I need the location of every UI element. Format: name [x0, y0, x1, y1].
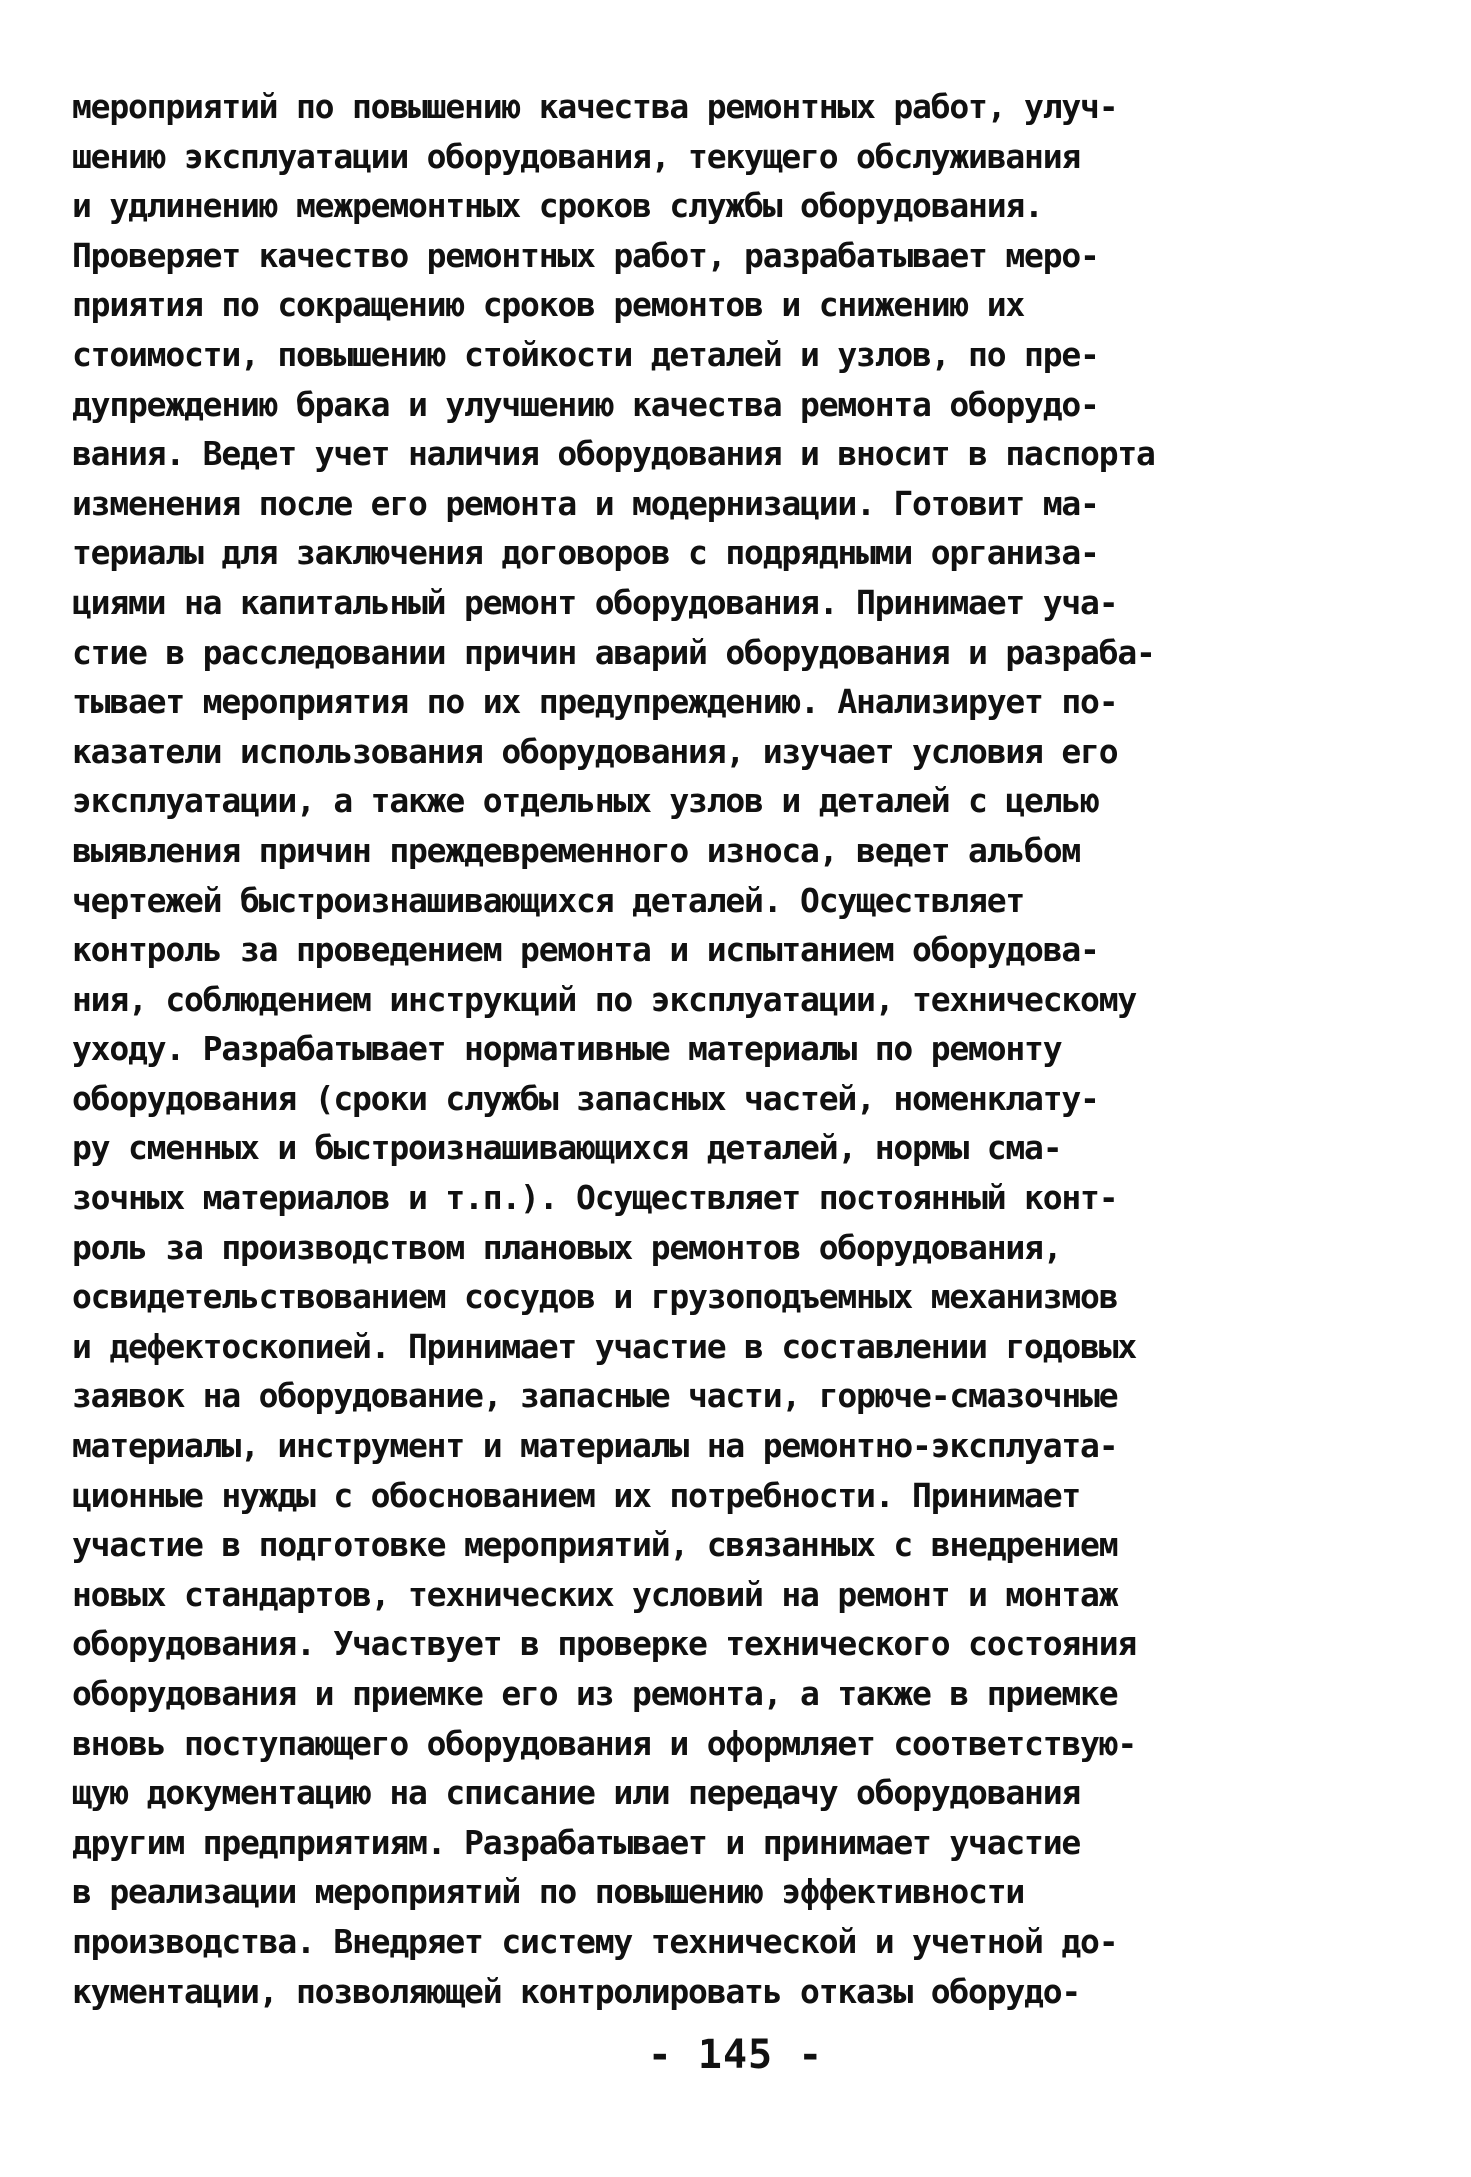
text-line: оборудования и приемке его из ремонта, а также в приемке: [72, 1674, 1118, 1713]
text-line: роль за производством плановых ремонтов оборудования,: [72, 1227, 1062, 1267]
text-line: вания. Ведет учет наличия оборудования и вносит в паспорта: [72, 434, 1155, 474]
text-line: приятия по сокращению сроков ремонтов и снижению их: [72, 285, 1025, 325]
text-line: материалы, инструмент и материалы на ремонтно-эксплуата-: [72, 1426, 1118, 1466]
text-line: стие в расследовании причин аварий оборудования и разраба-: [72, 632, 1155, 672]
text-line: эксплуатации, а также отдельных узлов и деталей с целью: [72, 781, 1099, 821]
text-line: ру сменных и быстроизнашивающихся деталей, нормы сма-: [72, 1128, 1062, 1168]
text-line: шению эксплуатации оборудования, текущего обслуживания: [72, 136, 1081, 176]
text-line: оборудования. Участвует в проверке технического состояния: [72, 1624, 1137, 1664]
page-number: - 145 -: [647, 2032, 824, 2078]
text-line: ционные нужды с обоснованием их потребности. Принимает: [72, 1475, 1081, 1515]
text-line: стоимости, повышению стойкости деталей и узлов, по пре-: [72, 334, 1099, 374]
text-line: и дефектоскопией. Принимает участие в составлении годовых: [72, 1326, 1137, 1366]
text-line: оборудования (сроки службы запасных частей, номенклату-: [72, 1078, 1099, 1118]
text-line: тывает мероприятия по их предупреждению. Анализирует по-: [72, 682, 1118, 722]
text-line: зочных материалов и т.п.). Осуществляет постоянный конт-: [72, 1178, 1118, 1218]
text-line: контроль за проведением ремонта и испытанием оборудова-: [72, 930, 1099, 970]
text-line: участие в подготовке мероприятий, связанных с внедрением: [72, 1525, 1118, 1565]
text-line: и удлинению межремонтных сроков службы оборудования.: [72, 186, 1043, 226]
text-line: кументации, позволяющей контролировать отказы оборудо-: [72, 1971, 1081, 2011]
text-line: вновь поступающего оборудования и оформляет соответствую-: [72, 1723, 1137, 1763]
text-line: освидетельствованием сосудов и грузоподъемных механизмов: [72, 1277, 1118, 1317]
text-line: чертежей быстроизнашивающихся деталей. Осуществляет: [72, 880, 1025, 920]
text-line: заявок на оборудование, запасные части, горюче-смазочные: [72, 1376, 1118, 1416]
text-line: выявления причин преждевременного износа, ведет альбом: [72, 830, 1081, 870]
text-line: новых стандартов, технических условий на ремонт и монтаж: [72, 1574, 1118, 1614]
text-line: дупреждению брака и улучшению качества ремонта оборудо-: [72, 384, 1099, 424]
text-line: Проверяет качество ремонтных работ, разрабатывает меро-: [72, 235, 1099, 275]
text-line: в реализации мероприятий по повышению эффективности: [72, 1872, 1025, 1912]
text-line: щую документацию на списание или передачу оборудования: [72, 1773, 1081, 1813]
text-line: мероприятий по повышению качества ремонтных работ, улуч-: [72, 87, 1118, 126]
body-text: [72, 82, 1412, 2016]
text-line: производства. Внедряет систему технической и учетной до-: [72, 1921, 1118, 1961]
text-line: циями на капитальный ремонт оборудования. Принимает уча-: [72, 582, 1118, 622]
text-line: териалы для заключения договоров с подрядными организа-: [72, 533, 1099, 573]
text-line: казатели использования оборудования, изучает условия его: [72, 731, 1118, 771]
text-line: другим предприятиям. Разрабатывает и принимает участие: [72, 1822, 1081, 1862]
text-line: изменения после его ремонта и модернизации. Готовит ма-: [72, 483, 1099, 523]
text-line: ния, соблюдением инструкций по эксплуатации, техническому: [72, 979, 1137, 1019]
text-line: уходу. Разрабатывает нормативные материалы по ремонту: [72, 1029, 1062, 1069]
